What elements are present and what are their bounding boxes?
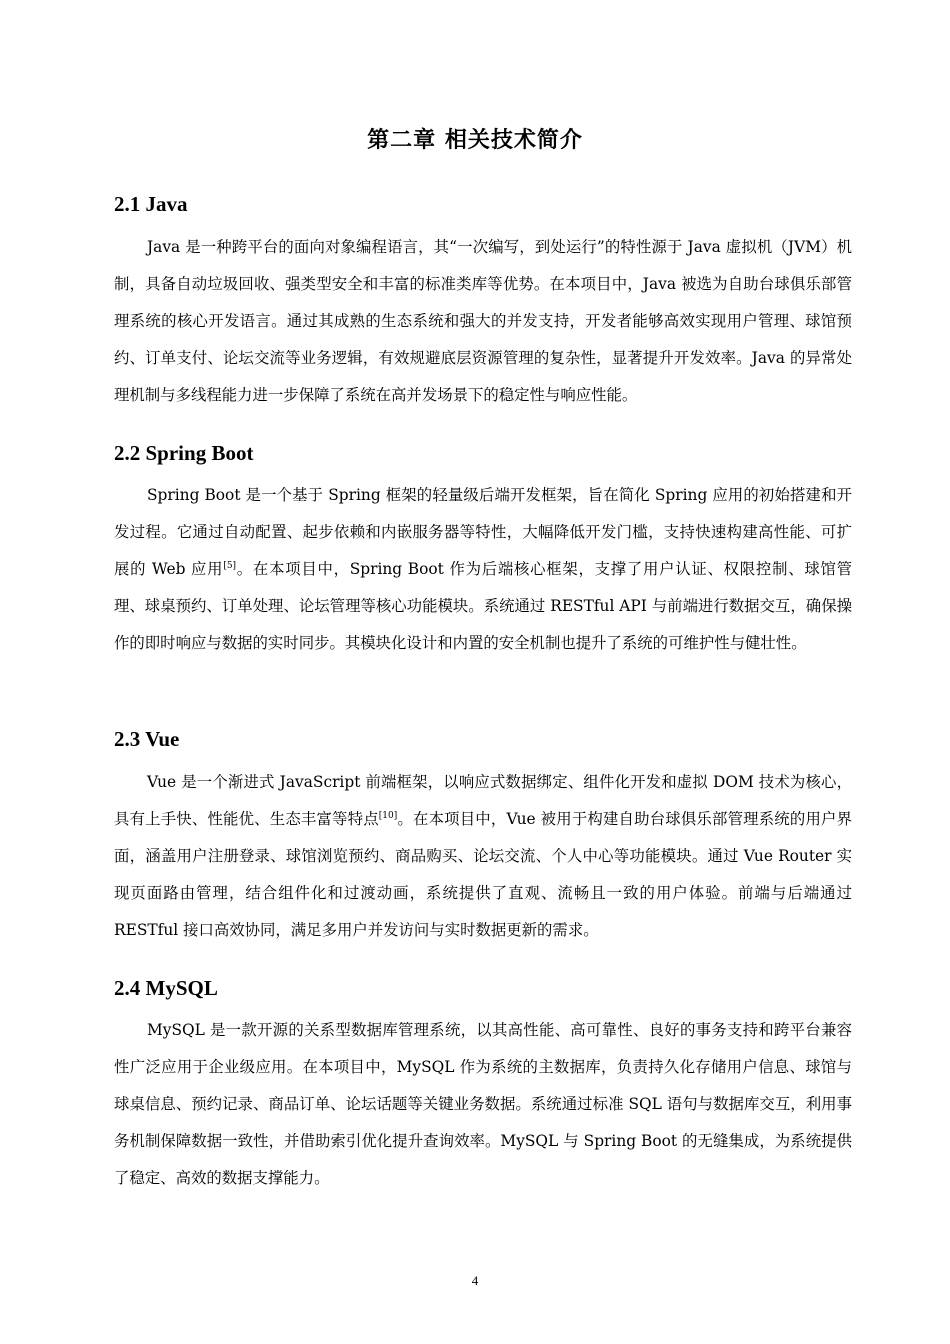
- paragraph-text: Spring Boot 是一个基于 Spring 框架的轻量级后端开发框架，旨在简化 Spring 应用的初始搭建和开发过程。它通过自动配置、起步依赖和内嵌服务器等特性，大幅降低开发门槛，支持快速构建高性能、可扩展的 Web 应用: [114, 486, 852, 578]
- page-number: 4: [471, 1273, 479, 1288]
- paragraph-vue: [114, 764, 852, 949]
- paragraph-java: Java 是一种跨平台的面向对象编程语言，其“一次编写，到处运行”的特性源于 Java 虚拟机（JVM）机制，具备自动垃圾回收、强类型安全和丰富的标准类库等优势。在本项目中，Java 被选为自助台球俱乐部管理系统的核心开发语言。通过其成熟的生态系统和强大的并发支持，开发者能够高效实现用户管理、球馆预约、订单支付、论坛交流等业务逻辑，有效规避底层资源管理的复杂性，显著提升开发效率。Java 的异常处理机制与多线程能力进一步保障了系统在高并发场景下的稳定性与响应性能。: [114, 238, 852, 404]
- paragraph-text: 。在本项目中，Spring Boot 作为后端核心框架，支撑了用户认证、权限控制、球馆管理、球桌预约、订单处理、论坛管理等核心功能模块。系统通过 RESTful API 与前端进行数据交互，确保操作的即时响应与数据的实时同步。其模块化设计和内置的安全机制也提升了系统的可维护性与健壮性。: [114, 560, 852, 652]
- section-heading-mysql: 2.4 MySQL: [114, 976, 218, 1000]
- paragraph-text: 。在本项目中，Vue 被用于构建自助台球俱乐部管理系统的用户界面，涵盖用户注册登录、球馆浏览预约、商品购买、论坛交流、个人中心等功能模块。通过 Vue Router 实现页面路由管理，结合组件化和过渡动画，系统提供了直观、流畅且一致的用户体验。前端与后端通过 RESTful 接口高效协同，满足多用户并发访问与实时数据更新的需求。: [114, 810, 852, 939]
- section-heading-spring-boot: 2.2 Spring Boot: [114, 441, 254, 465]
- citation-ref: [5]: [223, 560, 237, 571]
- paragraph-spring-boot: [114, 477, 852, 662]
- section-heading-java: 2.1 Java: [114, 192, 188, 216]
- chapter-title: 第二章 相关技术简介: [367, 128, 583, 153]
- section-heading-vue: 2.3 Vue: [114, 727, 180, 751]
- citation-ref: [10]: [378, 810, 398, 821]
- paragraph-text: Vue 是一个渐进式 JavaScript 前端框架，以响应式数据绑定、组件化开发和虚拟 DOM 技术为核心，具有上手快、性能优、生态丰富等特点: [114, 773, 852, 828]
- paragraph-mysql: MySQL 是一款开源的关系型数据库管理系统，以其高性能、高可靠性、良好的事务支持和跨平台兼容性广泛应用于企业级应用。在本项目中，MySQL 作为系统的主数据库，负责持久化存储用户信息、球馆与球桌信息、预约记录、商品订单、论坛话题等关键业务数据。系统通过标准 SQL 语句与数据库交互，利用事务机制保障数据一致性，并借助索引优化提升查询效率。MySQL 与 Spring Boot 的无缝集成，为系统提供了稳定、高效的数据支撑能力。: [114, 1021, 852, 1187]
